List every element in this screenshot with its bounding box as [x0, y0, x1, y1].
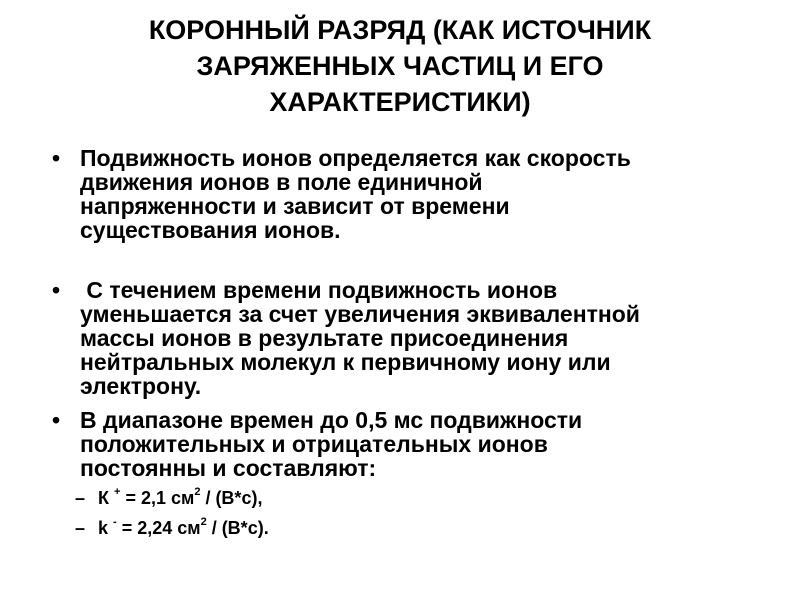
slide-title	[60, 12, 740, 120]
bullet-marker: •	[52, 407, 61, 433]
bullet-line: С течением времени подвижность ионов	[80, 277, 558, 303]
formula-symbol: К	[98, 488, 114, 508]
formula-exponent: 2	[200, 516, 207, 528]
bullet-line: напряженности и зависит от времени	[80, 193, 510, 219]
sub-marker: –	[75, 518, 86, 538]
bullet-item	[48, 278, 768, 398]
bullet-line: нейтральных молекул к первичному иону или	[80, 349, 611, 375]
bullet-marker: •	[52, 277, 61, 303]
formula-superscript: -	[113, 516, 117, 528]
sub-item-k-minus	[48, 516, 768, 540]
sub-item-k-plus	[48, 486, 768, 510]
formula-value: = 2,1 см	[120, 488, 195, 508]
spacer	[48, 242, 768, 278]
bullet-marker: •	[52, 145, 61, 171]
formula-unit: / (В*с),	[200, 488, 263, 508]
title-line: ЗАРЯЖЕННЫХ ЧАСТИЦ И ЕГО	[196, 51, 604, 81]
bullet-line: существования ионов.	[80, 217, 341, 243]
bullet-item	[48, 146, 768, 242]
bullet-line: электрону.	[80, 373, 202, 399]
formula-value: = 2,24 см	[116, 518, 201, 538]
bullet-item	[48, 408, 768, 480]
bullet-line: В диапазоне времен до 0,5 мс подвижности	[80, 407, 583, 433]
formula-unit: / (В*с).	[206, 518, 269, 538]
title-line: ХАРАКТЕРИСТИКИ)	[269, 87, 531, 117]
bullet-line: уменьшается за счет увеличения эквивалентной	[80, 301, 640, 327]
bullet-line: положительных и отрицательных ионов	[80, 431, 548, 457]
bullet-line: Подвижность ионов определяется как скорость	[80, 145, 631, 171]
bullet-line: движения ионов в поле единичной	[80, 169, 483, 195]
bullet-line: постоянны и составляют:	[80, 455, 377, 481]
sub-marker: –	[75, 488, 86, 508]
bullet-line: массы ионов в результате присоединения	[80, 325, 569, 351]
formula-exponent: 2	[194, 486, 201, 498]
formula-symbol: k	[98, 518, 114, 538]
title-line: КОРОННЫЙ РАЗРЯД (КАК ИСТОЧНИК	[148, 15, 652, 45]
slide-content	[48, 146, 768, 540]
formula-superscript: +	[114, 486, 121, 498]
